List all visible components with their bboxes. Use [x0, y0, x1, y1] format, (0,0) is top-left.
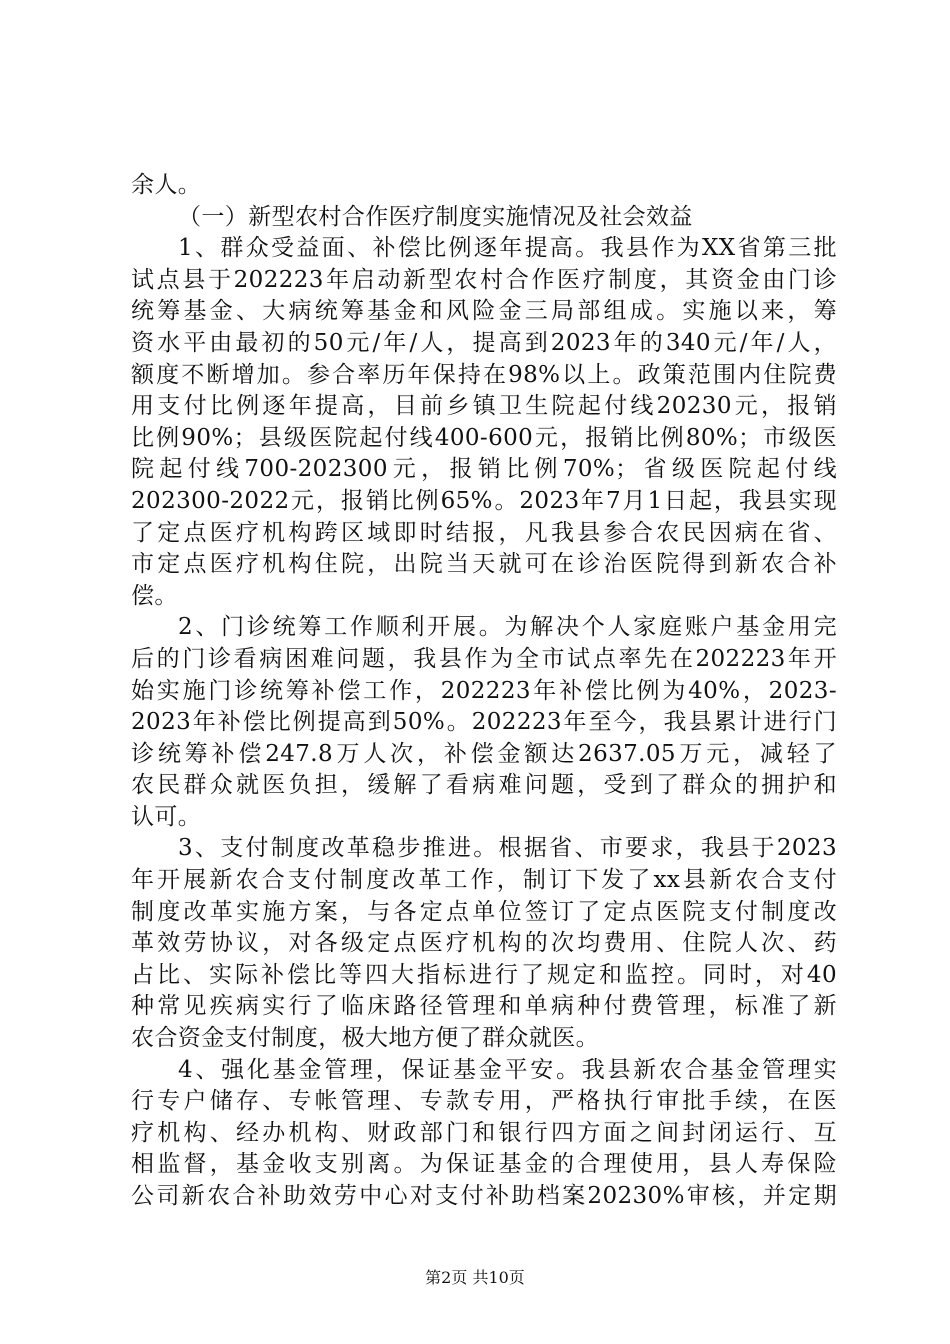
text-line: 种常见疾病实行了临床路径管理和单病种付费管理，标准了新: [131, 993, 837, 1020]
text-line: 始实施门诊统筹补偿工作，202223年补偿比例为40%，2023-: [131, 677, 837, 704]
text-line: 额度不断增加。参合率历年保持在98%以上。政策范围内住院费: [131, 361, 837, 388]
text-line: 诊统筹补偿247.8万人次，补偿金额达2637.05万元，减轻了: [131, 740, 837, 767]
text-line: 公司新农合补助效劳中心对支付补助档案20230%审核，并定期: [131, 1183, 837, 1209]
text-line: 疗机构、经办机构、财政部门和银行四方面之间封闭运行、互: [131, 1119, 837, 1146]
text-line: 制度改革实施方案，与各定点单位签订了定点医院支付制度改: [131, 898, 837, 925]
text-line: 202300-2022元，报销比例65%。2023年7月1日起，我县实现: [131, 487, 837, 514]
text-line: 后的门诊看病困难问题，我县作为全市试点率先在202223年开: [131, 645, 837, 672]
text-line: 占比、实际补偿比等四大指标进行了规定和监控。同时，对40: [131, 961, 837, 988]
text-line: 了定点医疗机构跨区域即时结报，凡我县参合农民因病在省、: [131, 519, 837, 546]
text-line: 资水平由最初的50元/年/人，提高到2023年的340元/年/人，: [131, 329, 837, 356]
text-line: 革效劳协议，对各级定点医疗机构的次均费用、住院人次、药: [131, 930, 837, 957]
text-line: 行专户储存、专帐管理、专款专用，严格执行审批手续，在医: [131, 1088, 837, 1115]
paragraph-1-line: 1、群众受益面、补偿比例逐年提高。我县作为XX省第三批: [178, 235, 837, 262]
text-line: 认可。: [131, 803, 202, 830]
text-line: 偿。: [131, 582, 178, 609]
text-line: 比例90%；县级医院起付线400-600元，报销比例80%；市级医: [131, 424, 837, 451]
section-heading: （一）新型农村合作医疗制度实施情况及社会效益: [178, 203, 693, 230]
text-line: 农民群众就医负担，缓解了看病难问题，受到了群众的拥护和: [131, 772, 837, 799]
text-line: 年开展新农合支付制度改革工作，制订下发了xx县新农合支付: [131, 867, 837, 894]
text-line: 农合资金支付制度，极大地方便了群众就医。: [131, 1025, 599, 1052]
text-line: 试点县于202223年启动新型农村合作医疗制度，其资金由门诊: [131, 266, 837, 293]
document-body: [131, 170, 837, 1213]
page-footer: 第2页 共10页: [425, 1268, 525, 1287]
paragraph-2-line: 2、门诊统筹工作顺利开展。为解决个人家庭账户基金用完: [178, 614, 837, 641]
text-line: 余人。: [131, 172, 202, 198]
paragraph-4-line: 4、强化基金管理，保证基金平安。我县新农合基金管理实: [178, 1056, 837, 1083]
text-line: 统筹基金、大病统筹基金和风险金三局部组成。实施以来，筹: [131, 298, 837, 325]
text-line: 相监督，基金收支别离。为保证基金的合理使用，县人寿保险: [131, 1151, 837, 1178]
text-line: 市定点医疗机构住院，出院当天就可在诊治医院得到新农合补: [131, 551, 837, 578]
paragraph-3-line: 3、支付制度改革稳步推进。根据省、市要求，我县于2023: [178, 835, 837, 862]
text-line: 用支付比例逐年提高，目前乡镇卫生院起付线20230元，报销: [131, 393, 837, 420]
text-line: 2023年补偿比例提高到50%。202223年至今，我县累计进行门: [131, 709, 837, 736]
text-line: 院起付线700-202300元，报销比例70%；省级医院起付线: [131, 456, 837, 483]
